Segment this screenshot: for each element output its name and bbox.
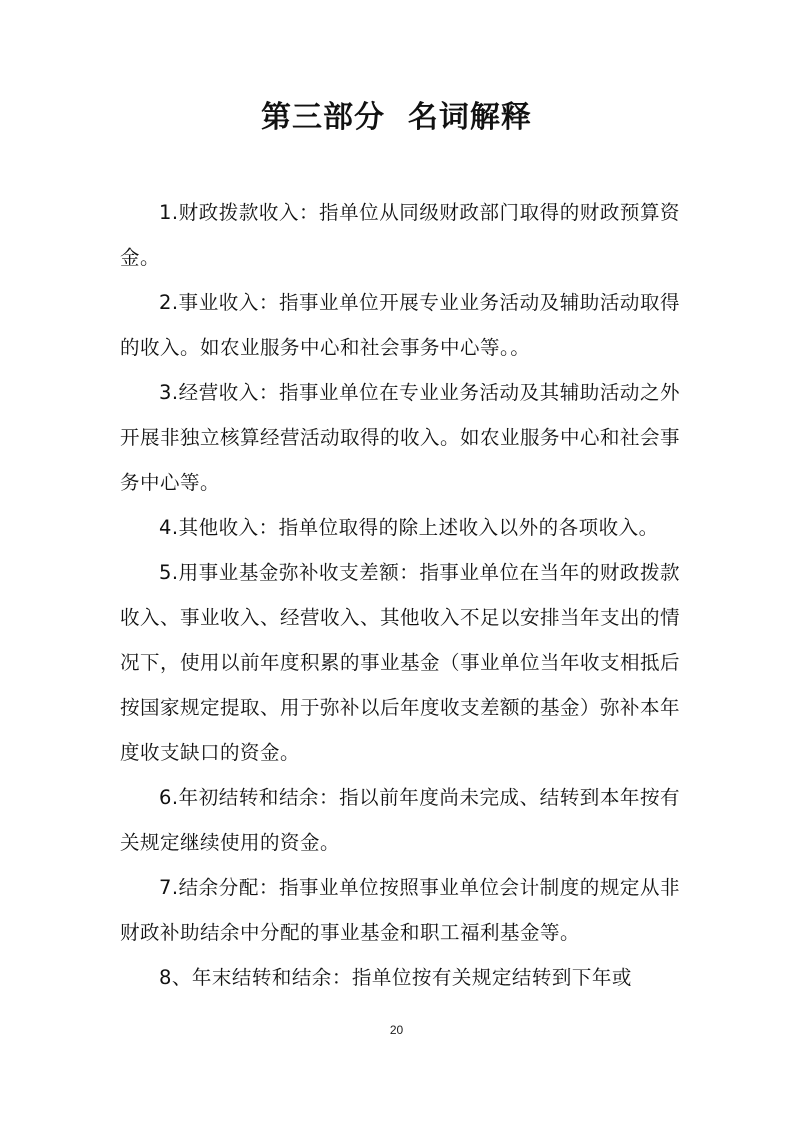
paragraph-business-fund-offset: 5.用事业基金弥补收支差额：指事业单位在当年的财政拨款收入、事业收入、经营收入、其他收入不足以安排当年支出的情况下，使用以前年度积累的事业基金（事业单位当年收支相抵后按国家规定提取、用于弥补以后年度收支差额的基金）弥补本年度收支缺口的资金。 xyxy=(120,561,681,764)
paragraph-surplus-distribution: 7.结余分配：指事业单位按照事业单位会计制度的规定从非财政补助结余中分配的事业基金和职工福利基金等。 xyxy=(120,876,680,944)
paragraph-operating-income: 3.经营收入：指事业单位在专业业务活动及其辅助活动之外开展非独立核算经营活动取得的收入。如农业服务中心和社会事务中心等。 xyxy=(120,381,681,494)
paragraph-financial-appropriation-income: 1.财政拨款收入：指单位从同级财政部门取得的财政预算资金。 xyxy=(120,201,680,269)
page-title: 第三部分 名词解释 xyxy=(261,100,532,135)
paragraph-business-income: 2.事业收入：指事业单位开展专业业务活动及辅助活动取得的收入。如农业服务中心和社会事务中心等。。 xyxy=(120,291,680,359)
paragraph-other-income: 4.其他收入：指单位取得的除上述收入以外的各项收入。 xyxy=(159,516,659,539)
document-body xyxy=(120,190,680,1000)
paragraph-year-end-carryover-balance: 8、年末结转和结余：指单位按有关规定结转到下年或 xyxy=(159,966,632,989)
page-number: 20 xyxy=(389,1023,404,1037)
paragraph-opening-carryover-balance: 6.年初结转和结余：指以前年度尚未完成、结转到本年按有关规定继续使用的资金。 xyxy=(120,786,680,854)
